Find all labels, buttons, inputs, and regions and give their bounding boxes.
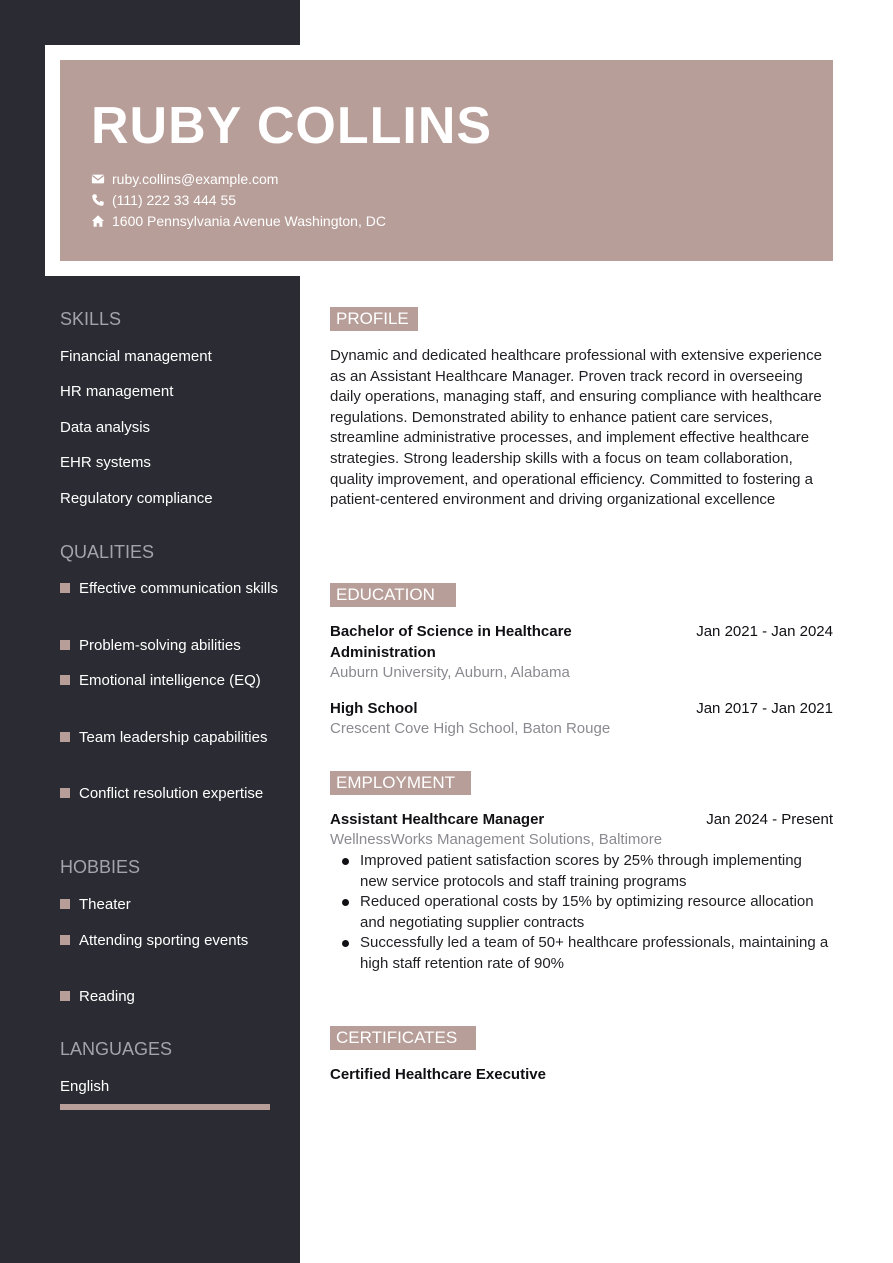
skill-item: Regulatory compliance	[60, 490, 213, 507]
square-bullet-icon	[60, 640, 70, 650]
skill-item: HR management	[60, 383, 174, 400]
square-bullet-icon	[60, 675, 70, 685]
square-bullet-icon	[60, 991, 70, 1001]
language-level-bar	[60, 1104, 270, 1110]
quality-text: Team leadership capabilities	[79, 729, 268, 746]
qualities-heading: QUALITIES	[60, 542, 155, 562]
list-item	[330, 892, 833, 933]
skill-item: Financial management	[60, 348, 212, 365]
envelope-icon	[91, 172, 105, 186]
education-school: Auburn University, Auburn, Alabama	[330, 664, 570, 681]
bullet-icon	[342, 858, 349, 865]
email-text: ruby.collins@example.com	[112, 171, 279, 187]
contact-phone[interactable]	[91, 190, 691, 210]
job-title: Assistant Healthcare Manager	[330, 811, 545, 828]
education-degree: Bachelor of Science in Healthcare Administration	[330, 623, 572, 661]
home-icon	[91, 214, 105, 228]
hobbies-heading: HOBBIES	[60, 857, 141, 877]
phone-icon	[91, 193, 105, 207]
square-bullet-icon	[60, 899, 70, 909]
hobby-text: Reading	[79, 988, 135, 1005]
education-heading: EDUCATION	[330, 583, 456, 607]
skill-item: EHR systems	[60, 454, 151, 471]
header	[60, 60, 833, 261]
job-achievements	[330, 851, 833, 975]
profile-summary: Dynamic and dedicated healthcare professional with extensive experience as an Assistant Healthcare Manager. Proven track record in overseeing daily operations, managing staff, and ensuring compliance with healthcare regulations. Demonstrated ability to enhance patient care services, streamline administrative processes, and implement effective healthcare strategies. Strong leadership skills with a focus on team collaboration, quality improvement, and operational efficiency. Committed to fostering a patient-centered environment and driving organizational excellence	[330, 347, 822, 509]
language-name: English	[60, 1078, 110, 1095]
quality-text: Effective communication skills	[79, 580, 278, 597]
bullet-icon	[342, 940, 349, 947]
education-degree: High School	[330, 700, 418, 717]
square-bullet-icon	[60, 732, 70, 742]
certificate-item: Certified Healthcare Executive	[330, 1066, 546, 1083]
address-text: 1600 Pennsylvania Avenue Washington, DC	[112, 213, 386, 229]
quality-text: Problem-solving abilities	[79, 637, 241, 654]
certificates-heading: CERTIFICATES	[330, 1026, 476, 1050]
candidate-name: RUBY COLLINS	[91, 97, 493, 155]
education-dates: Jan 2017 - Jan 2021	[696, 700, 833, 717]
hobby-text: Attending sporting events	[79, 932, 249, 949]
square-bullet-icon	[60, 935, 70, 945]
square-bullet-icon	[60, 788, 70, 798]
skills-heading: SKILLS	[60, 309, 122, 329]
contact-address	[91, 211, 691, 231]
skill-item: Data analysis	[60, 419, 151, 436]
job-dates: Jan 2024 - Present	[706, 811, 833, 828]
education-dates: Jan 2021 - Jan 2024	[696, 623, 833, 640]
languages-heading: LANGUAGES	[60, 1039, 173, 1059]
list-item	[330, 851, 833, 892]
achievement-text: Reduced operational costs by 15% by optimizing resource allocation and negotiating supplier contracts	[360, 893, 814, 931]
achievement-text: Successfully led a team of 50+ healthcare professionals, maintaining a high staff retention rate of 90%	[360, 934, 829, 972]
education-school: Crescent Cove High School, Baton Rouge	[330, 720, 611, 737]
employment-heading: EMPLOYMENT	[330, 771, 471, 795]
phone-text: (111) 222 33 444 55	[112, 192, 237, 208]
bullet-icon	[342, 899, 349, 906]
quality-text: Emotional intelligence (EQ)	[79, 672, 261, 689]
contact-email[interactable]	[91, 169, 691, 189]
quality-text: Conflict resolution expertise	[79, 785, 264, 802]
job-company: WellnessWorks Management Solutions, Baltimore	[330, 831, 663, 848]
hobby-text: Theater	[79, 896, 131, 913]
achievement-text: Improved patient satisfaction scores by 25% through implementing new service protocols and staff training programs	[360, 852, 802, 890]
square-bullet-icon	[60, 583, 70, 593]
list-item	[330, 933, 833, 974]
profile-heading: PROFILE	[330, 307, 418, 331]
